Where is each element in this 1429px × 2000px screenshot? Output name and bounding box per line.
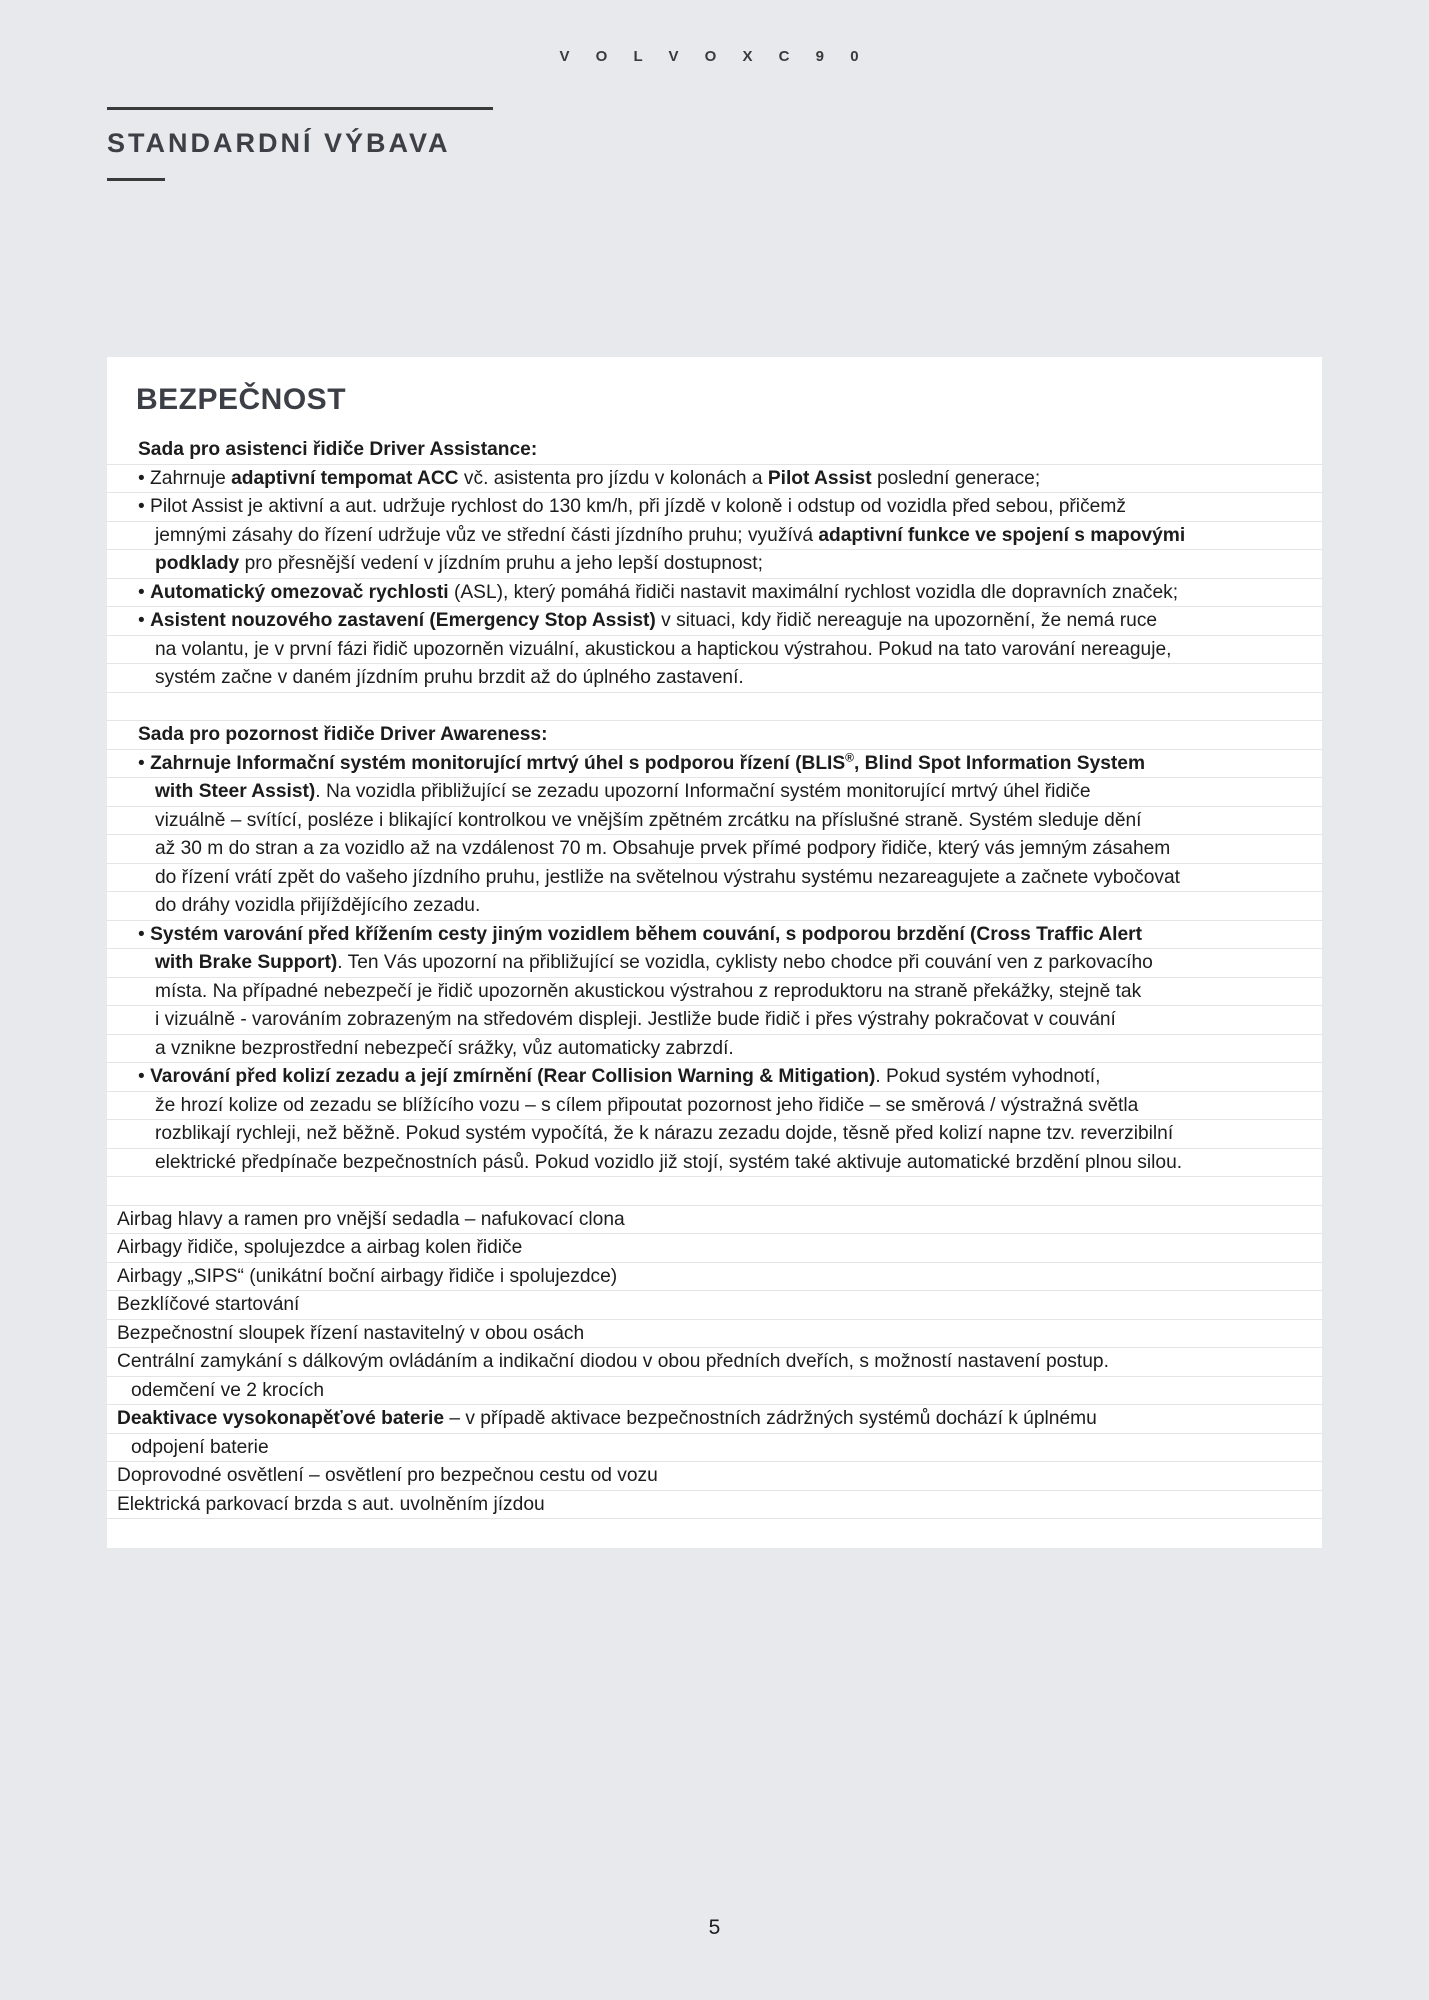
text: elektrické předpínače bezpečnostních pásů. Pokud vozidlo již stojí, systém také aktivuje automatické brzdění plnou silou. [155,1151,1183,1173]
bold-text: Sada pro asistenci řidiče Driver Assistance: [138,439,538,460]
bold-text: with Steer Assist) [155,781,316,802]
text: . Na vozidla přibližující se zezadu upozorní Informační systém monitorující mrtvý úhel řidiče [315,781,1091,802]
list-line [107,1063,1322,1092]
text: poslední generace; [871,467,1041,489]
bold-text: Sada pro pozornost řidiče Driver Awareness: [138,724,548,745]
text: • [138,610,151,631]
list-heading [107,436,1322,465]
page-title: STANDARDNÍ VÝBAVA [107,128,451,158]
list-line [107,1405,1322,1434]
text: . Ten Vás upozorní na přibližující se vozidla, cyklisty nebo chodce při couvání ven z parkovacího [337,952,1153,973]
text: Airbagy „SIPS“ (unikátní boční airbagy řidiče i spolujezdce) [117,1265,618,1287]
text: až 30 m do stran a za vozidlo až na vzdálenost 70 m. Obsahuje prvek přímé podpory řidiče, který vás jemným zásahem [155,838,1171,859]
text: na volantu, je v první fázi řidič upozorněn vizuální, akustickou a haptickou výstrahou. Pokud na tato varování nereaguje, [155,638,1172,660]
list-line [107,1263,1322,1292]
text: • [138,752,151,774]
text: rozblikají rychleji, než běžně. Pokud systém vypočítá, že k nárazu zezadu dojde, těsně před kolizí napne tzv. reverzibilní [155,1123,1174,1144]
text: i vizuálně - varováním zobrazeným na středovém displeji. Jestliže bude řidič i přes výstrahy pokračovat v couvání [155,1009,1116,1030]
list-line [107,493,1322,522]
text: • [138,1066,151,1087]
list-line [107,1234,1322,1263]
text: v situaci, kdy řidič nereaguje na upozornění, že nemá ruce [655,610,1158,631]
text: a vznikne bezprostřední nebezpečí srážky, vůz automaticky zabrzdí. [155,1037,734,1059]
text: do řízení vrátí zpět do vašeho jízdního pruhu, jestliže na světelnou výstrahu systému nezareagujete a začnete vybočovat [155,866,1180,888]
text: – v případě aktivace bezpečnostních zádržných systémů dochází k úplnému [444,1408,1097,1429]
list-line [107,522,1322,551]
list-line [107,550,1322,579]
text: • Pilot Assist je aktivní a aut. udržuje rychlost do 130 km/h, při jízdě v koloně i odstup od vozidla před sebou, přičemž [138,496,1126,517]
list-line [107,579,1322,608]
list-line [107,835,1322,864]
brand-header: V O L V O X C 9 0 [559,48,870,65]
text: Centrální zamykání s dálkovým ovládáním a indikační diodou v obou předních dveřích, s možností nastavení postup. [117,1351,1109,1372]
list-line [107,1120,1322,1149]
text: odpojení baterie [131,1436,269,1458]
list-line [107,778,1322,807]
text: jemnými zásahy do řízení udržuje vůz ve střední části jízdního pruhu; využívá [155,524,819,546]
list-line [107,1206,1322,1235]
bold-text: Zahrnuje Informační systém monitorující mrtvý úhel s podporou řízení (BLIS [150,752,846,774]
bold-text: Automatický omezovač rychlosti [150,581,449,603]
text: Airbag hlavy a ramen pro vnější sedadla – nafukovací clona [117,1208,625,1230]
list-line [107,1035,1322,1064]
text: Doprovodné osvětlení – osvětlení pro bezpečnou cestu od vozu [117,1465,658,1486]
list-line [107,607,1322,636]
text: • [138,923,151,945]
text: systém začne v daném jízdním pruhu brzdit až do úplného zastavení. [155,667,744,688]
list-line [107,949,1322,978]
list-line [107,1092,1322,1121]
bold-text: adaptivní funkce ve spojení s mapovými [818,524,1186,546]
list-line [107,750,1322,779]
list-line [107,1462,1322,1491]
bold-text: podklady [155,553,240,574]
spacer-line [107,1177,1322,1206]
bold-text: Systém varování před křížením cesty jiným vozidlem během couvání, s podporou brzdění (Cross Traffic Alert [150,923,1143,945]
text: Elektrická parkovací brzda s aut. uvolněním jízdou [117,1493,545,1515]
card-title: BEZPEČNOST [136,383,347,416]
text: • [138,581,151,603]
list-line [107,1291,1322,1320]
bold-text: Deaktivace vysokonapěťové baterie [117,1408,445,1429]
text: místa. Na případné nebezpečí je řidič upozorněn akustickou výstrahou z reproduktoru na straně překážky, stejně tak [155,980,1142,1002]
list-line [107,1377,1322,1406]
text: vč. asistenta pro jízdu v kolonách a [458,467,768,489]
list-heading [107,721,1322,750]
page-number: 5 [708,1916,721,1939]
list-line [107,1149,1322,1178]
list-line [107,1348,1322,1377]
list-line [107,1320,1322,1349]
list-line [107,1006,1322,1035]
list-line [107,864,1322,893]
text: vizuálně – svítící, posléze i blikající kontrolkou ve vnějším zpětném zrcátku na příslušné straně. Systém sleduje dění [155,809,1142,831]
text: odemčení ve 2 krocích [131,1379,325,1401]
text: Bezklíčové startování [117,1294,300,1315]
text: do dráhy vozidla přijíždějícího zezadu. [155,895,481,916]
list-line [107,664,1322,693]
bold-text: Asistent nouzového zastavení (Emergency Stop Assist) [150,610,656,631]
equipment-list [107,436,1322,1519]
list-line [107,978,1322,1007]
bold-text: with Brake Support) [155,952,338,973]
bold-text: ® [845,750,855,765]
list-line [107,807,1322,836]
list-line [107,892,1322,921]
bold-text: adaptivní tempomat ACC [231,467,459,489]
bold-text: Pilot Assist [767,467,872,489]
text: že hrozí kolize od zezadu se blížícího vozu – s cílem připoutat pozornost jeho řidiče – se směrová / výstražná světla [155,1094,1139,1116]
text: • Zahrnuje [138,467,232,489]
safety-card [107,357,1322,1548]
bold-text: Varování před kolizí zezadu a její zmírnění (Rear Collision Warning & Mitigation) [150,1066,876,1087]
spacer-line [107,693,1322,722]
text: (ASL), který pomáhá řidiči nastavit maximální rychlost vozidla dle dopravních značek; [448,581,1179,603]
title-underline [107,178,165,181]
header-rule [107,107,493,110]
list-line [107,636,1322,665]
text: . Pokud systém vyhodnotí, [875,1066,1101,1087]
list-line [107,465,1322,494]
list-line [107,1491,1322,1520]
text: pro přesnější vedení v jízdním pruhu a jeho lepší dostupnost; [239,553,763,574]
list-line [107,1434,1322,1463]
bold-text: , Blind Spot Information System [854,752,1146,774]
text: Bezpečnostní sloupek řízení nastavitelný v obou osách [117,1322,585,1344]
list-line [107,921,1322,950]
text: Airbagy řidiče, spolujezdce a airbag kolen řidiče [117,1237,523,1258]
